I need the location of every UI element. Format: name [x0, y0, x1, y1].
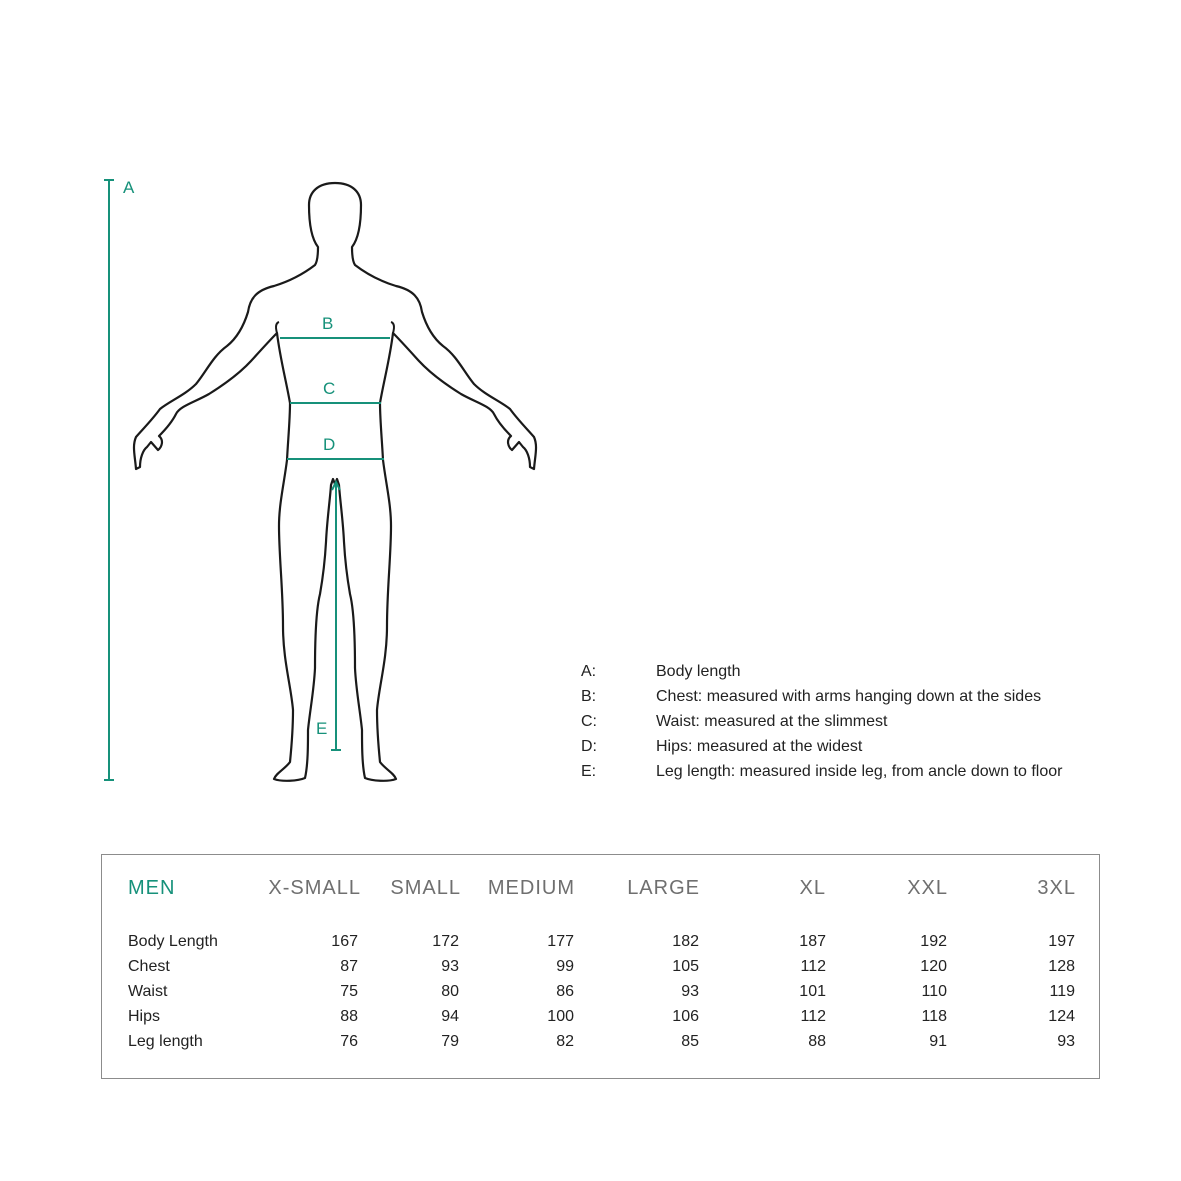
- row-label: Chest: [128, 958, 170, 975]
- table-cell: 128: [1048, 958, 1075, 975]
- table-cell: 79: [441, 1033, 459, 1050]
- table-cell: 105: [672, 958, 699, 975]
- legend-text: Waist: measured at the slimmest: [656, 713, 888, 730]
- legend-key: D:: [581, 738, 597, 755]
- table-cell: 172: [432, 933, 459, 950]
- measurement-legend: [581, 659, 1062, 784]
- row-label: Leg length: [128, 1033, 203, 1050]
- table-cell: 100: [547, 1008, 574, 1025]
- label-b: B: [322, 314, 334, 333]
- table-cell: 93: [1057, 1033, 1075, 1050]
- size-header: X-SMALL: [268, 877, 361, 899]
- row-label: Hips: [128, 1008, 161, 1025]
- size-table: [101, 854, 1100, 1079]
- table-cell: 124: [1048, 1008, 1075, 1025]
- size-header: XL: [799, 877, 826, 899]
- label-a: A: [123, 178, 135, 197]
- size-header: LARGE: [627, 877, 700, 899]
- legend-item: [581, 734, 1062, 759]
- table-cell: 88: [808, 1033, 826, 1050]
- table-title: MEN: [128, 877, 176, 899]
- legend-key: B:: [581, 688, 597, 705]
- table-cell: 118: [921, 1008, 947, 1025]
- legend-text: Chest: measured with arms hanging down at the sides: [656, 688, 1042, 705]
- table-cell: 112: [800, 958, 826, 975]
- table-cell: 177: [547, 933, 574, 950]
- table-cell: 76: [340, 1033, 358, 1050]
- table-cell: 80: [441, 983, 459, 1000]
- legend-item: [581, 684, 1062, 709]
- legend-text: Body length: [656, 663, 741, 680]
- table-cell: 99: [556, 958, 574, 975]
- label-d: D: [323, 435, 336, 454]
- table-cell: 192: [920, 933, 947, 950]
- size-header: 3XL: [1037, 877, 1076, 899]
- table-cell: 120: [920, 958, 947, 975]
- table-cell: 85: [681, 1033, 699, 1050]
- legend-key: A:: [581, 663, 597, 680]
- size-header: MEDIUM: [487, 877, 575, 899]
- legend-item: [581, 759, 1062, 784]
- left-inner-arm: [276, 322, 279, 333]
- table-cell: 119: [1049, 983, 1075, 1000]
- table-cell: 93: [441, 958, 459, 975]
- legend-item: [581, 709, 1062, 734]
- table-cell: 86: [556, 983, 574, 1000]
- table-cell: 167: [331, 933, 358, 950]
- table-cell: 93: [681, 983, 699, 1000]
- legend-text: Hips: measured at the widest: [656, 738, 863, 755]
- right-inner-arm: [391, 322, 394, 333]
- size-header: XXL: [907, 877, 948, 899]
- table-cell: 197: [1048, 933, 1075, 950]
- legend-item: [581, 659, 1062, 684]
- table-cell: 94: [441, 1008, 459, 1025]
- table-cell: 112: [800, 1008, 826, 1025]
- table-cell: 87: [340, 958, 358, 975]
- legend-key: C:: [581, 713, 597, 730]
- label-e: E: [316, 719, 328, 738]
- table-cell: 82: [556, 1033, 574, 1050]
- table-cell: 110: [921, 983, 947, 1000]
- table-cell: 88: [340, 1008, 358, 1025]
- legend-key: E:: [581, 763, 597, 780]
- row-label: Waist: [128, 983, 168, 1000]
- size-header: SMALL: [390, 877, 461, 899]
- table-cell: 101: [799, 983, 826, 1000]
- table-cell: 182: [672, 933, 699, 950]
- table-cell: 75: [340, 983, 358, 1000]
- label-c: C: [323, 379, 336, 398]
- table-cell: 187: [799, 933, 826, 950]
- row-label: Body Length: [128, 933, 218, 950]
- legend-text: Leg length: measured inside leg, from ancle down to floor: [656, 763, 1063, 780]
- table-cell: 91: [929, 1033, 947, 1050]
- table-cell: 106: [672, 1008, 699, 1025]
